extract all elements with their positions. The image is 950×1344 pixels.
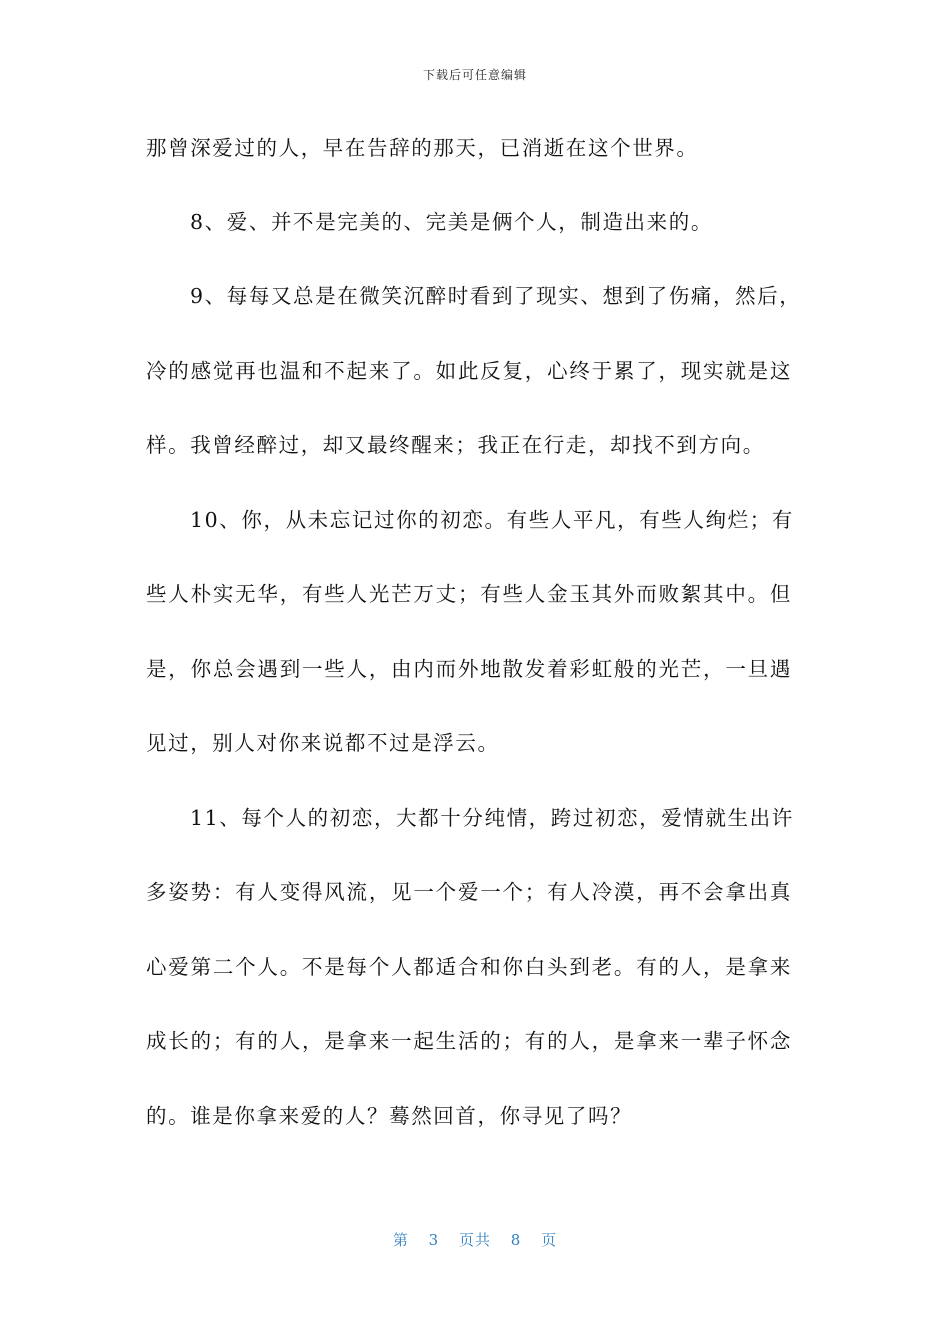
text-line: 10、你，从未忘记过你的初恋。有些人平凡，有些人绚烂；有: [190, 508, 794, 532]
text-line: 8、爱、并不是完美的、完美是俩个人，制造出来的。: [190, 210, 713, 234]
text-line: 些人朴实无华，有些人光芒万丈；有些人金玉其外而败絮其中。但: [146, 582, 792, 606]
text-line: 那曾深爱过的人，早在告辞的那天，已消逝在这个世界。: [146, 136, 699, 160]
text-line: 成长的；有的人，是拿来一起生活的；有的人，是拿来一辈子怀念: [146, 1029, 792, 1053]
text-line: 多姿势：有人变得风流，见一个爱一个；有人冷漠，再不会拿出真: [146, 880, 792, 904]
page-number-footer: 第 3 页共 8 页: [392, 1231, 558, 1249]
page-header: 下载后可任意编辑: [422, 68, 527, 82]
text-line: 的。谁是你拿来爱的人？蓦然回首，你寻见了吗？: [146, 1104, 633, 1128]
text-line: 是，你总会遇到一些人，由内而外地散发着彩虹般的光芒，一旦遇: [146, 657, 792, 681]
text-line: 冷的感觉再也温和不起来了。如此反复，心终于累了，现实就是这: [146, 359, 792, 383]
text-line: 见过，别人对你来说都不过是浮云。: [146, 731, 500, 755]
text-line: 9、每每又总是在微笑沉醉时看到了现实、想到了伤痛，然后，: [190, 284, 802, 308]
text-line: 11、每个人的初恋，大都十分纯情，跨过初恋，爱情就生出许: [190, 806, 794, 830]
text-line: 心爱第二个人。不是每个人都适合和你白头到老。有的人，是拿来: [146, 955, 792, 979]
text-line: 样。我曾经醉过，却又最终醒来；我正在行走，却找不到方向。: [146, 433, 765, 457]
